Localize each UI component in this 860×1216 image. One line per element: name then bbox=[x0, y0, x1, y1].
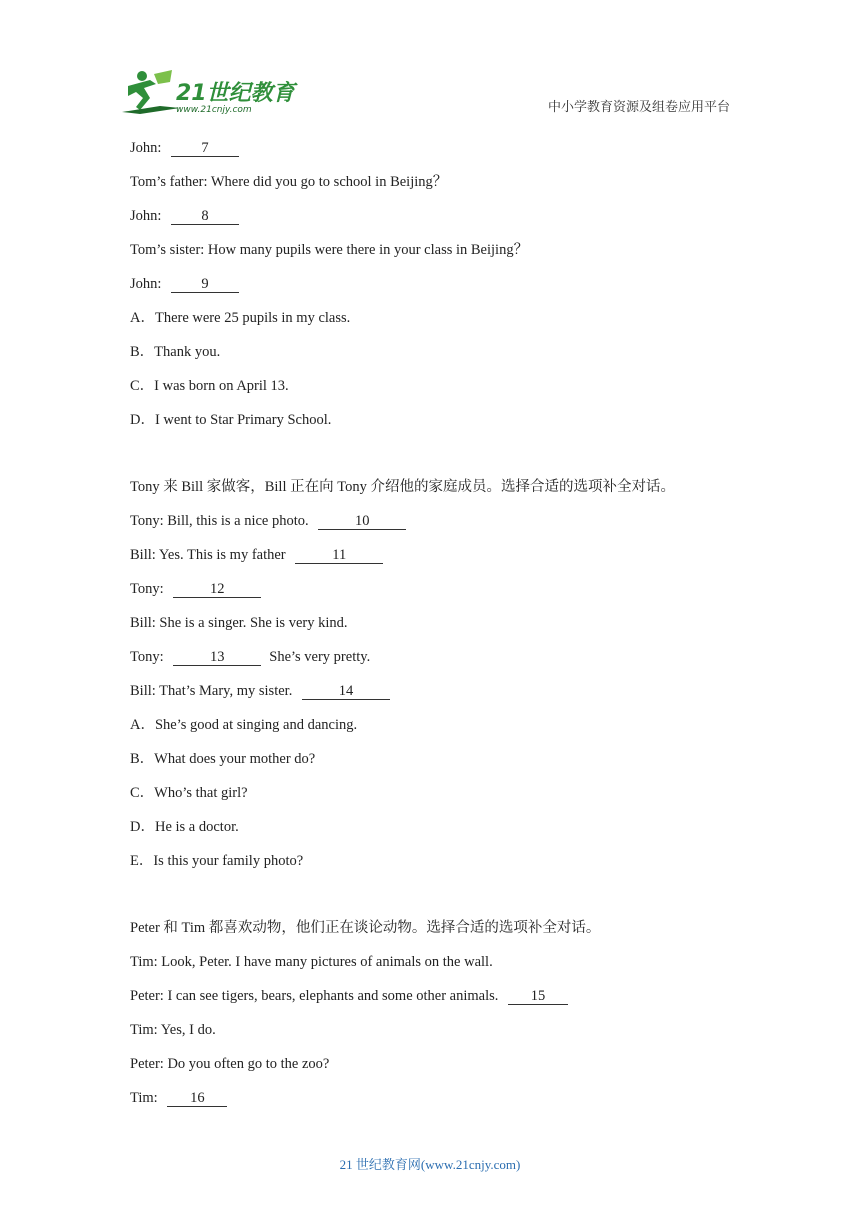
line-text: Tom’s sister: How many pupils were there in your class in Beijing？ bbox=[130, 242, 529, 258]
page-header bbox=[0, 0, 860, 130]
line-text: Peter: I can see tigers, bears, elephants and some other animals. bbox=[130, 988, 503, 1004]
dialogue-line bbox=[130, 986, 750, 1020]
answer-blank[interactable]: 11 bbox=[295, 547, 383, 564]
dialogue-section-3 bbox=[130, 918, 750, 1122]
header-tagline: 中小学教育资源及组卷应用平台 bbox=[547, 100, 730, 115]
line-text: Tim: Look, Peter. I have many pictures of animals on the wall. bbox=[130, 954, 493, 970]
line-text: Peter: Do you often go to the zoo? bbox=[130, 1056, 330, 1072]
dialogue-line bbox=[130, 783, 750, 817]
runner-icon bbox=[122, 70, 180, 114]
dialogue-line bbox=[130, 410, 750, 444]
line-text: Tony: bbox=[130, 581, 168, 597]
dialogue-section-2 bbox=[130, 477, 750, 885]
line-text: A．There were 25 pupils in my class. bbox=[130, 310, 351, 326]
line-text: John: bbox=[130, 140, 166, 156]
answer-blank[interactable]: 15 bbox=[508, 988, 568, 1005]
line-text: C．Who’s that girl? bbox=[130, 785, 248, 801]
line-text: Tony: Bill, this is a nice photo. bbox=[130, 513, 313, 529]
dialogue-line bbox=[130, 579, 750, 613]
dialogue-line bbox=[130, 477, 750, 511]
line-text: John: bbox=[130, 276, 166, 292]
answer-blank[interactable]: 12 bbox=[173, 581, 261, 598]
dialogue-line bbox=[130, 681, 750, 715]
dialogue-line bbox=[130, 1088, 750, 1122]
dialogue-line bbox=[130, 274, 750, 308]
logo-21cnjy bbox=[120, 66, 300, 116]
dialogue-line bbox=[130, 545, 750, 579]
line-text: Tom’s father: Where did you go to school in Beijing？ bbox=[130, 174, 448, 190]
line-text: E．Is this your family photo? bbox=[130, 853, 304, 869]
line-text: B．What does your mother do? bbox=[130, 751, 316, 767]
line-text: Peter 和 Tim 都喜欢动物，他们正在谈论动物。选择合适的选项补全对话。 bbox=[130, 920, 601, 936]
dialogue-line bbox=[130, 817, 750, 851]
line-text: Bill: She is a singer. She is very kind. bbox=[130, 615, 348, 631]
dialogue-section-1 bbox=[130, 138, 750, 444]
answer-blank[interactable]: 10 bbox=[318, 513, 406, 530]
line-text-after: She’s very pretty. bbox=[269, 649, 371, 665]
dialogue-line bbox=[130, 172, 750, 206]
dialogue-line bbox=[130, 952, 750, 986]
line-text: Bill: Yes. This is my father bbox=[130, 547, 290, 563]
answer-blank[interactable]: 8 bbox=[171, 208, 239, 225]
dialogue-line bbox=[130, 138, 750, 172]
dialogue-line bbox=[130, 851, 750, 885]
dialogue-line bbox=[130, 342, 750, 376]
dialogue-line bbox=[130, 511, 750, 545]
dialogue-line bbox=[130, 613, 750, 647]
line-text: John: bbox=[130, 208, 166, 224]
dialogue-line bbox=[130, 240, 750, 274]
line-text: Tim: bbox=[130, 1090, 162, 1106]
line-text: Bill: That’s Mary, my sister. bbox=[130, 683, 296, 699]
dialogue-line bbox=[130, 1054, 750, 1088]
line-text: Tony: bbox=[130, 649, 168, 665]
dialogue-line bbox=[130, 206, 750, 240]
logo-text: 21世纪教育 bbox=[176, 81, 295, 106]
worksheet-content bbox=[130, 138, 750, 1122]
dialogue-line bbox=[130, 715, 750, 749]
dialogue-line bbox=[130, 647, 750, 681]
logo-url: www.21cnjy.com bbox=[176, 105, 252, 115]
line-text: A．She’s good at singing and dancing. bbox=[130, 717, 358, 733]
dialogue-line bbox=[130, 749, 750, 783]
answer-blank[interactable]: 14 bbox=[302, 683, 390, 700]
answer-blank[interactable]: 13 bbox=[173, 649, 261, 666]
page-footer: 21 世纪教育网(www.21cnjy.com) bbox=[339, 1157, 521, 1172]
dialogue-line bbox=[130, 918, 750, 952]
line-text: D．I went to Star Primary School. bbox=[130, 412, 332, 428]
answer-blank[interactable]: 7 bbox=[171, 140, 239, 157]
answer-blank[interactable]: 9 bbox=[171, 276, 239, 293]
dialogue-line bbox=[130, 376, 750, 410]
line-text: D．He is a doctor. bbox=[130, 819, 239, 835]
line-text: B．Thank you. bbox=[130, 344, 221, 360]
answer-blank[interactable]: 16 bbox=[167, 1090, 227, 1107]
line-text: C．I was born on April 13. bbox=[130, 378, 289, 394]
dialogue-line bbox=[130, 308, 750, 342]
line-text: Tim: Yes, I do. bbox=[130, 1022, 216, 1038]
dialogue-line bbox=[130, 1020, 750, 1054]
line-text: Tony 来 Bill 家做客，Bill 正在向 Tony 介绍他的家庭成员。选择合适的选项补全对话。 bbox=[130, 479, 675, 495]
